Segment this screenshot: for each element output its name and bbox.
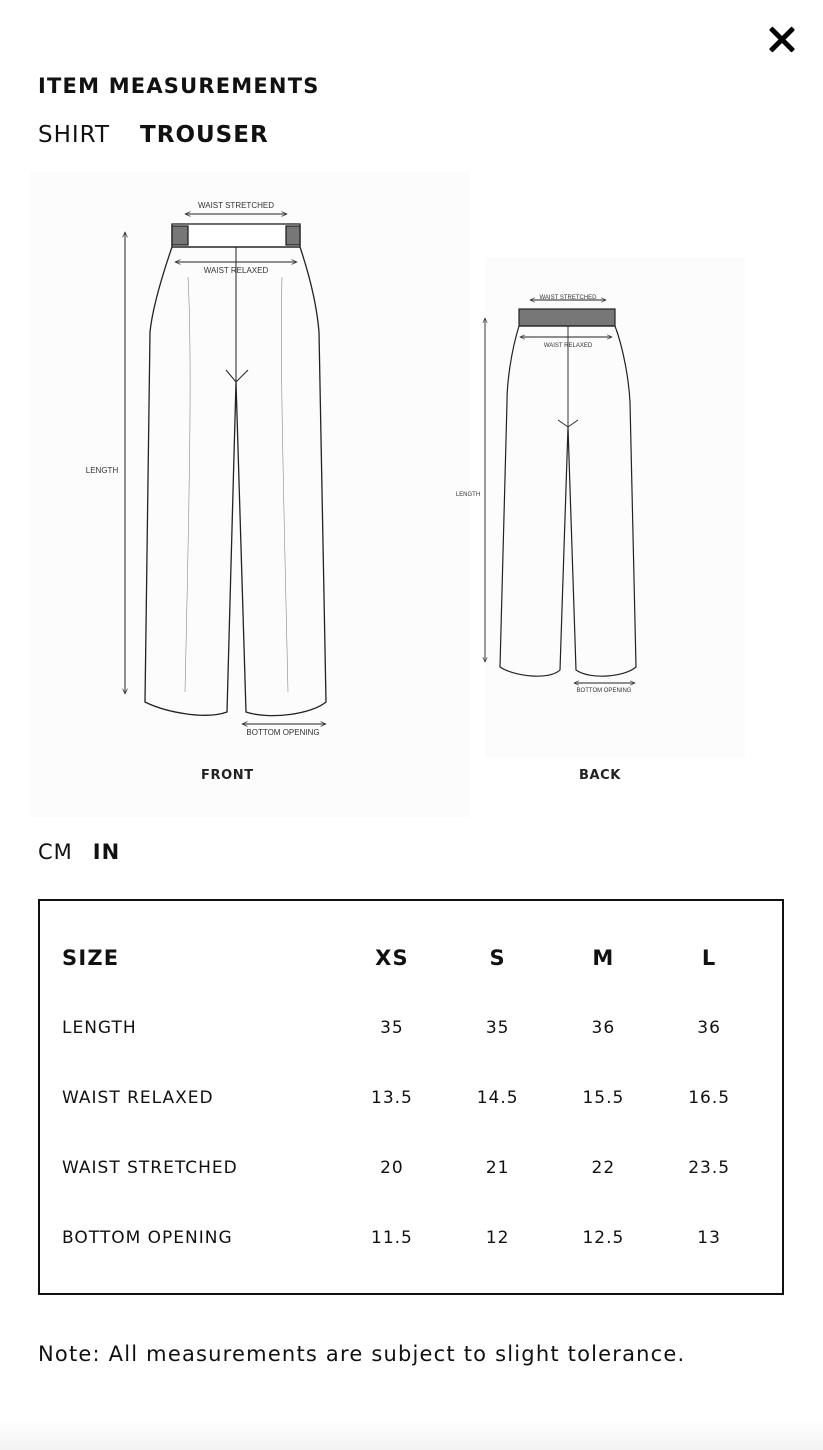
back-panel-bg: [485, 257, 745, 757]
table-row: [62, 993, 762, 1063]
header-size: SIZE: [62, 946, 120, 970]
unit-toggle: [38, 840, 120, 864]
back-waist-stretched-label: WAIST STRETCHED: [539, 295, 597, 301]
tab-trouser[interactable]: TROUSER: [140, 122, 269, 148]
table-cell: 21: [485, 1158, 510, 1178]
table-cell: 23.5: [688, 1158, 731, 1178]
front-view-label: FRONT: [201, 768, 254, 783]
table-cell: 11.5: [371, 1228, 413, 1248]
table-cell: 12: [485, 1228, 510, 1248]
front-waist-stretched-label: WAIST STRETCHED: [197, 201, 275, 210]
table-row: [62, 1133, 762, 1203]
header-l: L: [701, 946, 717, 970]
bottom-fade: [0, 1420, 823, 1450]
back-length-label: LENGTH: [455, 492, 481, 498]
table-cell: 12.5: [582, 1228, 625, 1248]
row-label: LENGTH: [62, 1018, 137, 1038]
trouser-sketch: [30, 172, 760, 817]
tab-shirt[interactable]: SHIRT: [38, 122, 111, 148]
table-cell: 36: [697, 1018, 721, 1038]
back-waist-relaxed-label: WAIST RELAXED: [543, 343, 593, 349]
table-row: [62, 1203, 762, 1273]
page-title: ITEM MEASUREMENTS: [38, 74, 320, 98]
front-bottom-opening-label: BOTTOM OPENING: [246, 728, 320, 737]
back-bottom-opening-label: BOTTOM OPENING: [576, 688, 632, 694]
front-length-label: LENGTH: [85, 466, 119, 475]
back-view-label: BACK: [579, 768, 621, 783]
measurement-diagram: [30, 172, 760, 817]
table-cell: 20: [380, 1158, 404, 1178]
table-cell: 16.5: [688, 1088, 731, 1108]
table-cell: 15.5: [582, 1088, 625, 1108]
table-cell: 14.5: [476, 1088, 519, 1108]
table-cell: 22: [591, 1158, 616, 1178]
table-cell: 13.5: [371, 1088, 413, 1108]
tolerance-note: Note: All measurements are subject to slight tolerance.: [38, 1342, 686, 1366]
row-label: WAIST RELAXED: [62, 1088, 214, 1108]
unit-in-button[interactable]: IN: [92, 840, 121, 864]
table-cell: 13: [697, 1228, 721, 1248]
row-label: WAIST STRETCHED: [62, 1158, 238, 1178]
table-row: [62, 1063, 762, 1133]
unit-cm-button[interactable]: CM: [38, 840, 73, 864]
table-cell: 35: [485, 1018, 510, 1038]
row-label: BOTTOM OPENING: [62, 1228, 233, 1248]
front-waist-relaxed-label: WAIST RELAXED: [203, 266, 269, 275]
close-icon[interactable]: [764, 22, 800, 58]
size-table: [38, 899, 784, 1295]
table-cell: 35: [380, 1018, 404, 1038]
header-m: M: [592, 946, 615, 970]
garment-tabs: [38, 122, 269, 148]
table-header-row: [62, 923, 762, 993]
header-s: S: [489, 946, 506, 970]
header-xs: XS: [375, 946, 409, 970]
table-cell: 36: [591, 1018, 616, 1038]
